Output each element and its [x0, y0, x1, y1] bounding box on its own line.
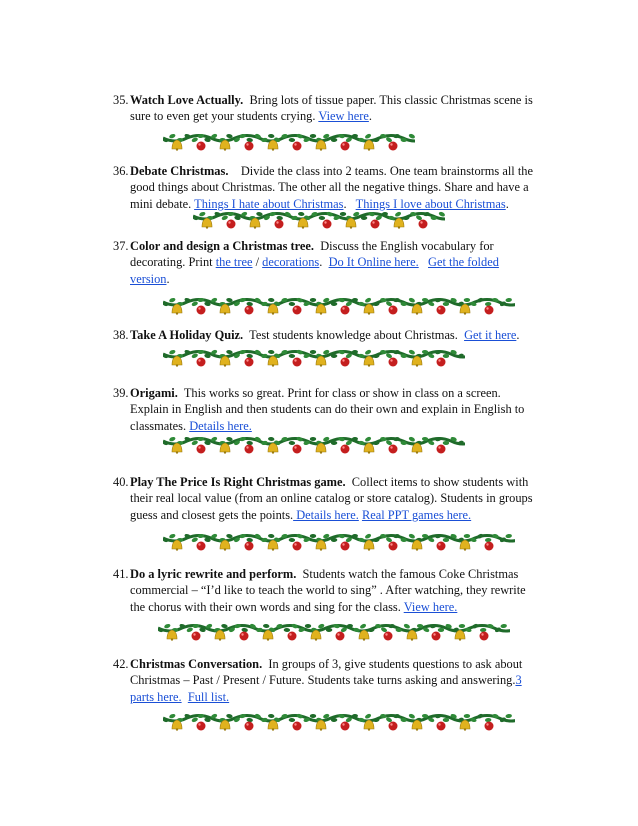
folded-version-link[interactable]: Get the folded [428, 255, 499, 270]
item-number: 36. [113, 164, 129, 178]
ornament-icon [371, 220, 380, 229]
three-parts-link[interactable]: parts here. [130, 689, 182, 704]
item-title: Take A Holiday Quiz. [130, 328, 244, 342]
ornament-icon [341, 445, 350, 454]
decorations-link[interactable]: decorations [262, 255, 320, 270]
item-text: guess and closest gets the points. [130, 507, 294, 522]
quiz-link[interactable]: Get it here [464, 328, 517, 342]
three-parts-link[interactable]: 3 [515, 673, 522, 688]
ornament-icon [437, 306, 446, 315]
garland-decoration [163, 710, 515, 732]
ornament-icon [389, 722, 398, 731]
item-title: Debate Christmas. [130, 164, 229, 178]
ornament-icon [293, 722, 302, 731]
price-details-link[interactable]: Details here. [293, 507, 359, 522]
ornament-icon [288, 632, 297, 641]
item-36 [113, 163, 553, 212]
ornament-icon [389, 142, 398, 151]
item-number: 39. [113, 386, 129, 400]
item-number: 37. [113, 239, 129, 253]
item-text: Divide the class into 2 teams. One team brainstorms all the [240, 164, 533, 178]
garland-decoration [163, 130, 415, 152]
ornament-icon [336, 632, 345, 641]
ornament-icon [245, 306, 254, 315]
item-text: their real local value (from an online catalog or store catalog). Students in groups [130, 491, 533, 506]
garland-decoration [163, 346, 465, 368]
item-text: classmates. [130, 418, 190, 433]
item-text: . [505, 196, 509, 211]
ornament-icon [245, 722, 254, 731]
item-text: This works so great. Print for class or show in class on a screen. [183, 386, 501, 400]
item-text: commercial – “I’d like to teach the world to sing” . After watching, they rewrite [130, 583, 526, 598]
item-text: Christmas – Past / Present / Future. Students take turns asking and answering. [130, 673, 516, 688]
item-number: 35. [113, 93, 129, 107]
item-41 [113, 566, 553, 615]
item-37 [113, 238, 553, 287]
ornament-icon [293, 306, 302, 315]
hate-christmas-link[interactable]: Things I hate about Christmas [194, 196, 344, 211]
ornament-icon [341, 722, 350, 731]
item-text: Students watch the famous Coke Christmas [302, 567, 519, 581]
ornament-icon [197, 358, 206, 367]
ornament-icon [197, 142, 206, 151]
item-text [419, 255, 428, 269]
item-title: Christmas Conversation. [130, 657, 263, 671]
garland-decoration [158, 620, 510, 642]
item-number: 38. [113, 328, 129, 342]
do-it-online-link[interactable]: Do It Online here. [328, 255, 419, 270]
folded-version-link[interactable]: version [130, 271, 167, 286]
ornament-icon [437, 722, 446, 731]
ornament-icon [323, 220, 332, 229]
tree-link[interactable]: the tree [215, 255, 253, 270]
ornament-icon [341, 358, 350, 367]
ornament-icon [197, 445, 206, 454]
lyric-view-link[interactable]: View here. [403, 599, 458, 614]
ornament-icon [341, 142, 350, 151]
item-title: Play The Price Is Right Christmas game. [130, 475, 346, 489]
ornament-icon [341, 306, 350, 315]
ornament-icon [245, 142, 254, 151]
ornament-icon [293, 358, 302, 367]
ornament-icon [485, 306, 494, 315]
item-text: good things about Christmas. The other all the negative things. Share and have a [130, 180, 529, 195]
ornament-icon [480, 632, 489, 641]
full-list-link[interactable]: Full list. [187, 689, 230, 704]
item-text: Collect items to show students with [351, 475, 529, 489]
ornament-icon [197, 722, 206, 731]
item-42 [113, 656, 553, 705]
ornament-icon [437, 445, 446, 454]
ornament-icon [227, 220, 236, 229]
item-number: 40. [113, 475, 129, 489]
ornament-icon [437, 358, 446, 367]
ornament-icon [197, 542, 206, 551]
item-text: . [166, 271, 170, 286]
item-38 [113, 327, 553, 343]
garland-decoration [163, 530, 515, 552]
item-text: the chorus with their own words and sing for the class. [130, 599, 404, 614]
ornament-icon [245, 358, 254, 367]
item-title: Color and design a Christmas tree. [130, 239, 315, 253]
origami-details-link[interactable]: Details here. [189, 418, 252, 433]
ornament-icon [341, 542, 350, 551]
ppt-games-link[interactable]: Real PPT games here. [361, 507, 472, 522]
ornament-icon [293, 142, 302, 151]
ornament-icon [389, 306, 398, 315]
ornament-icon [389, 445, 398, 454]
item-number: 42. [113, 657, 129, 671]
ornament-icon [197, 306, 206, 315]
ornament-icon [275, 220, 284, 229]
ornament-icon [485, 722, 494, 731]
item-40 [113, 474, 553, 523]
item-text: decorating. Print [130, 255, 216, 270]
garland-decoration [163, 433, 465, 455]
item-text: Discuss the English vocabulary for [320, 239, 494, 253]
item-number: 41. [113, 567, 129, 581]
item-title: Watch Love Actually. [130, 93, 244, 107]
item-text: Test students knowledge about Christmas. [249, 328, 465, 342]
item-text: In groups of 3, give students questions to ask about [268, 657, 523, 671]
item-text: / [252, 255, 263, 270]
ornament-icon [293, 542, 302, 551]
item-39 [113, 385, 553, 434]
item-35 [113, 92, 553, 125]
ornament-icon [192, 632, 201, 641]
ornament-icon [389, 542, 398, 551]
item-text: Explain in English and then students can do their own and explain in English to [130, 402, 525, 417]
ornament-icon [437, 542, 446, 551]
ornament-icon [245, 445, 254, 454]
garland-decoration [163, 294, 515, 316]
item-title: Origami. [130, 386, 178, 400]
ornament-icon [485, 542, 494, 551]
item-text: . [516, 328, 520, 342]
view-here-link[interactable]: View here [318, 109, 369, 124]
ornament-icon [432, 632, 441, 641]
ornament-icon [389, 358, 398, 367]
ornament-icon [240, 632, 249, 641]
item-text: Bring lots of tissue paper. This classic Christmas scene is [249, 93, 533, 107]
garland-decoration [193, 208, 445, 230]
item-text: . [368, 109, 372, 124]
item-title: Do a lyric rewrite and perform. [130, 567, 297, 581]
ornament-icon [245, 542, 254, 551]
item-text: . [319, 255, 329, 270]
item-text: . [343, 196, 356, 211]
ornament-icon [293, 445, 302, 454]
ornament-icon [384, 632, 393, 641]
love-christmas-link[interactable]: Things I love about Christmas [355, 196, 506, 211]
item-text: sure to even get your students crying. [130, 109, 319, 124]
item-text: mini debate. [130, 196, 195, 211]
ornament-icon [419, 220, 428, 229]
